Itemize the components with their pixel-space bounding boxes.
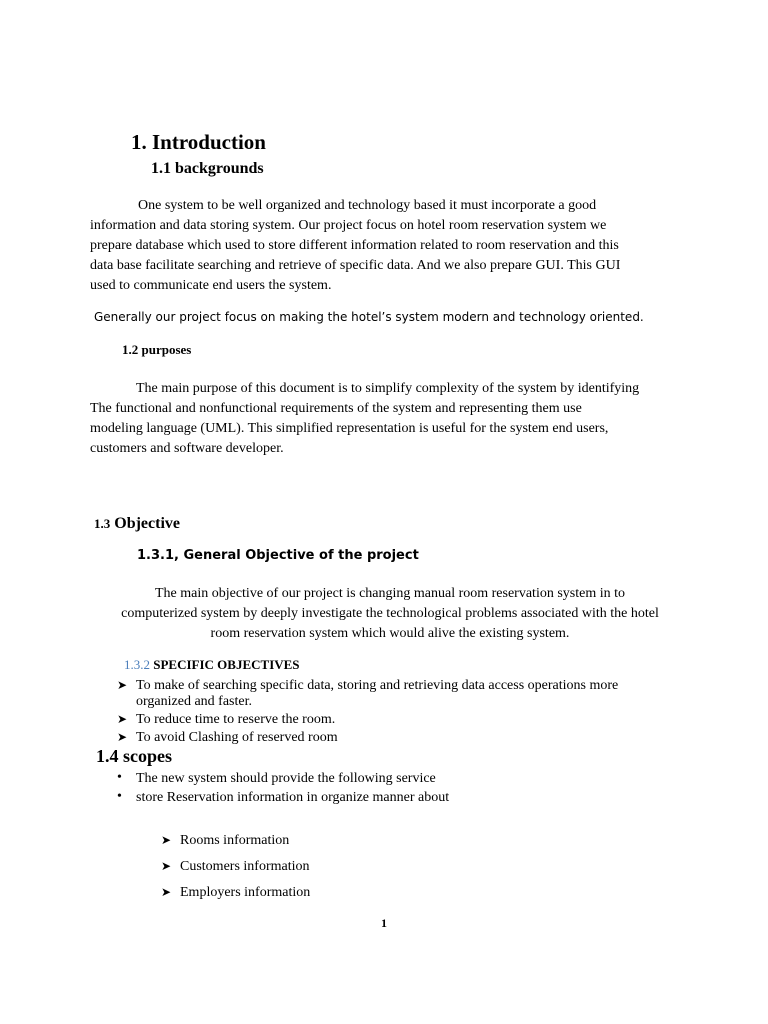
section-title-introduction: 1. Introduction xyxy=(131,130,266,154)
backgrounds-line: information and data storing system. Our project focus on hotel room reservation system we xyxy=(90,218,607,233)
scope-bullet-item: store Reservation information in organize manner about xyxy=(136,790,450,805)
scope-sub-item: Rooms information xyxy=(180,833,290,848)
general-objective-line: computerized system by deeply investigate the technological problems associated with the hotel xyxy=(121,606,659,621)
arrow-bullet-icon: ➤ xyxy=(117,678,128,692)
objective-word: Objective xyxy=(114,515,180,532)
heading-backgrounds: 1.1 backgrounds xyxy=(151,160,264,177)
arrow-bullet-icon: ➤ xyxy=(161,859,172,873)
arrow-bullet-icon: ➤ xyxy=(161,885,172,899)
backgrounds-line: data base facilitate searching and retrieve of specific data. And we also prepare GUI. This GUI xyxy=(90,258,621,273)
specific-objectives-label: SPECIFIC OBJECTIVES xyxy=(153,657,300,672)
purposes-line: modeling language (UML). This simplified representation is useful for the system end users, xyxy=(90,421,609,436)
heading-objective xyxy=(94,515,180,533)
dot-bullet-icon: • xyxy=(117,789,122,804)
general-objective-line: The main objective of our project is changing manual room reservation system in to xyxy=(154,586,626,601)
specific-objective-item: To reduce time to reserve the room. xyxy=(136,712,336,727)
dot-bullet-icon: • xyxy=(117,770,122,785)
scope-sub-item: Customers information xyxy=(180,859,310,874)
arrow-bullet-icon: ➤ xyxy=(117,730,128,744)
backgrounds-line: One system to be well organized and technology based it must incorporate a good xyxy=(138,198,597,213)
specific-objective-item: To make of searching specific data, storing and retrieving data access operations more xyxy=(136,678,619,693)
backgrounds-line: used to communicate end users the system. xyxy=(90,278,332,293)
arrow-bullet-icon: ➤ xyxy=(117,712,128,726)
heading-specific-objectives xyxy=(124,657,300,673)
purposes-line: The functional and nonfunctional requirements of the system and representing them use xyxy=(90,401,582,416)
heading-scopes: 1.4 scopes xyxy=(96,746,172,766)
scope-sub-item: Employers information xyxy=(180,885,311,900)
specific-objective-item: To avoid Clashing of reserved room xyxy=(136,730,338,745)
purposes-line: The main purpose of this document is to simplify complexity of the system by identifying xyxy=(136,381,640,396)
specific-objectives-number: 1.3.2 xyxy=(124,657,150,672)
generally-line: Generally our project focus on making the hotel’s system modern and technology oriented. xyxy=(94,310,644,324)
backgrounds-line: prepare database which used to store different information related to room reservation and this xyxy=(90,238,619,253)
page-number: 1 xyxy=(381,916,387,930)
general-objective-paragraph xyxy=(90,584,690,644)
specific-objective-item-continued: organized and faster. xyxy=(136,694,252,709)
scope-bullet-item: The new system should provide the following service xyxy=(136,771,436,786)
general-objective-line: room reservation system which would alive the existing system. xyxy=(210,626,570,641)
purposes-paragraph xyxy=(90,379,690,459)
heading-purposes: 1.2 purposes xyxy=(122,342,192,357)
objective-number: 1.3 xyxy=(94,516,111,531)
purposes-line: customers and software developer. xyxy=(90,441,284,456)
arrow-bullet-icon: ➤ xyxy=(161,833,172,847)
heading-general-objective: 1.3.1, General Objective of the project xyxy=(137,548,419,563)
backgrounds-paragraph xyxy=(90,196,690,296)
